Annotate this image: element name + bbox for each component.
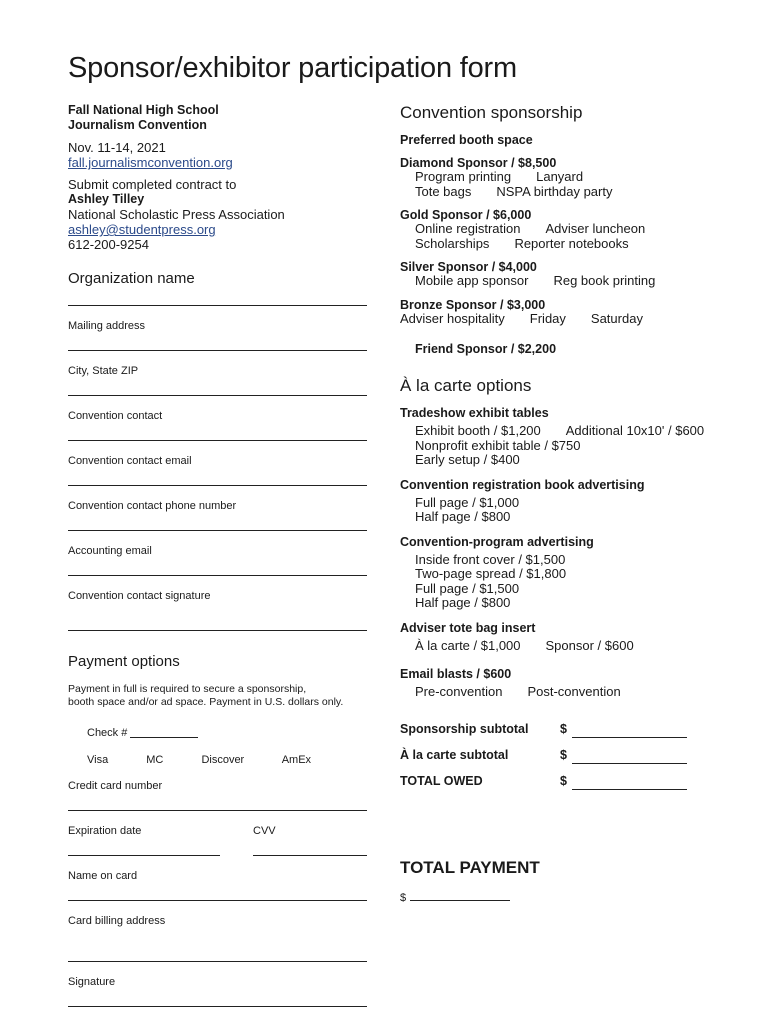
option-item[interactable]: Friday: [529, 310, 566, 326]
expiration-field[interactable]: [68, 855, 220, 856]
org-fields: [68, 305, 368, 631]
totals: [400, 722, 740, 788]
billing-address-field[interactable]: [68, 961, 367, 962]
contact-email-link[interactable]: ashley@studentpress.org: [68, 222, 216, 237]
email-options: [400, 685, 740, 700]
alacarte-subtotal-label: À la carte subtotal: [400, 747, 509, 762]
total-owed-field[interactable]: [572, 776, 687, 790]
option-item[interactable]: Exhibit booth / $1,200: [415, 423, 541, 438]
org-name-field[interactable]: [68, 305, 367, 306]
page-title: Sponsor/exhibitor participation form: [68, 52, 517, 84]
tradeshow-label: Tradeshow exhibit tables: [400, 406, 549, 420]
card-option-visa[interactable]: Visa: [87, 754, 109, 766]
field-label: Convention contact email: [68, 455, 192, 467]
tote-label: Adviser tote bag insert: [400, 620, 536, 635]
regbook-label: Convention registration book advertising: [400, 477, 645, 492]
option-item[interactable]: Online registration: [415, 221, 521, 236]
check-number-field[interactable]: [130, 737, 198, 738]
submit-instruction: Submit completed contract to: [68, 177, 237, 192]
convention-contact-field[interactable]: [68, 440, 367, 441]
dollar-sign: $: [400, 891, 407, 904]
card-option-amex[interactable]: AmEx: [281, 754, 312, 766]
field-label: Name on card: [68, 870, 138, 882]
option-item[interactable]: Mobile app sponsor: [415, 273, 529, 288]
option-item[interactable]: Saturday: [590, 310, 643, 326]
total-payment-heading: TOTAL PAYMENT: [400, 857, 540, 877]
event-name-line2: Journalism Convention: [68, 118, 207, 132]
option-item[interactable]: Additional 10x10' / $600: [565, 423, 705, 438]
gold-sponsor[interactable]: Gold Sponsor / $6,000: [400, 208, 532, 222]
dollar-sign: $: [560, 747, 567, 762]
check-label: Check #: [87, 727, 128, 739]
total-payment-field[interactable]: [410, 900, 510, 901]
total-payment-row: [400, 892, 740, 904]
option-item[interactable]: Early setup / $400: [415, 452, 520, 467]
field-label: Accounting email: [68, 545, 152, 557]
option-item[interactable]: Scholarships: [415, 235, 490, 251]
card-option-mc[interactable]: MC: [146, 754, 164, 766]
contact-signature-field[interactable]: [68, 630, 367, 631]
total-owed-label: TOTAL OWED: [400, 773, 483, 788]
bronze-options: [400, 312, 740, 327]
friend-sponsor[interactable]: Friend Sponsor / $2,200: [415, 342, 557, 356]
city-state-zip-field[interactable]: [68, 395, 367, 396]
right-column: [400, 103, 740, 904]
payment-note-line: Payment in full is required to secure a sponsorship,: [68, 683, 307, 695]
event-website-link[interactable]: fall.journalismconvention.org: [68, 155, 233, 170]
program-label: Convention-program advertising: [400, 534, 594, 549]
contact-name: Ashley Tilley: [68, 192, 145, 206]
option-item[interactable]: À la carte / $1,000: [415, 637, 521, 653]
org-name-heading: Organization name: [68, 270, 195, 287]
card-number-field[interactable]: [68, 810, 367, 811]
cvv-field[interactable]: [253, 855, 367, 856]
payment-note-line: booth space and/or ad space. Payment in U.S. dollars only.: [68, 696, 344, 708]
option-item[interactable]: NSPA birthday party: [496, 183, 613, 199]
option-item[interactable]: Full page / $1,000: [415, 494, 520, 510]
option-item[interactable]: Program printing: [415, 169, 512, 184]
field-label: Convention contact phone number: [68, 500, 237, 512]
name-on-card-field[interactable]: [68, 900, 367, 901]
option-item[interactable]: Nonprofit exhibit table / $750: [415, 437, 581, 453]
dollar-sign: $: [560, 773, 567, 788]
contact-phone-field[interactable]: [68, 530, 367, 531]
diamond-sponsor[interactable]: Diamond Sponsor / $8,500: [400, 156, 557, 170]
event-dates: Nov. 11-14, 2021: [68, 140, 166, 155]
check-option[interactable]: [87, 727, 368, 739]
option-item[interactable]: Pre-convention: [415, 684, 503, 699]
exp-cvv-fields: [68, 837, 367, 856]
gold-options: [400, 222, 740, 251]
total-owed-row: [400, 774, 740, 788]
option-item[interactable]: Reporter notebooks: [514, 235, 629, 251]
sponsorship-subtotal-label: Sponsorship subtotal: [400, 721, 529, 736]
field-label: Convention contact signature: [68, 590, 211, 602]
payment-note: [68, 683, 368, 709]
diamond-options: [400, 170, 740, 199]
left-column: [68, 103, 368, 1007]
silver-options: [400, 274, 740, 289]
option-item[interactable]: Half page / $800: [415, 509, 511, 524]
silver-sponsor[interactable]: Silver Sponsor / $4,000: [400, 260, 537, 274]
payment-fields: [68, 780, 368, 1007]
event-info: [68, 103, 368, 252]
payment-heading: Payment options: [68, 653, 180, 670]
alacarte-subtotal-field[interactable]: [572, 750, 687, 764]
email-blasts-label: Email blasts / $600: [400, 667, 512, 681]
alacarte-heading: À la carte options: [400, 376, 532, 395]
tradeshow-options: [400, 424, 740, 468]
field-label: Card billing address: [68, 915, 166, 927]
expiration-label: Expiration date: [68, 825, 142, 837]
contact-org: National Scholastic Press Association: [68, 207, 285, 222]
exp-cvv-labels: [68, 825, 367, 837]
field-label: Credit card number: [68, 780, 163, 792]
option-item[interactable]: Lanyard: [536, 169, 584, 184]
regbook-options: [400, 496, 740, 525]
option-item[interactable]: Tote bags: [415, 183, 472, 199]
preferred-booth-label: Preferred booth space: [400, 133, 533, 147]
field-label: Mailing address: [68, 320, 146, 332]
sponsorship-heading: Convention sponsorship: [400, 103, 583, 122]
contact-email-field[interactable]: [68, 485, 367, 486]
tote-options: [400, 639, 740, 654]
card-options: [87, 754, 368, 766]
program-options: [400, 553, 740, 611]
option-item[interactable]: Adviser hospitality: [400, 310, 505, 326]
option-item[interactable]: Half page / $800: [415, 595, 511, 610]
event-name-line1: Fall National High School: [68, 103, 219, 117]
dollar-sign: $: [560, 721, 567, 736]
sponsorship-subtotal-field[interactable]: [572, 724, 687, 738]
option-item[interactable]: Sponsor / $600: [545, 637, 634, 653]
option-item[interactable]: Adviser luncheon: [545, 221, 646, 236]
field-label: Signature: [68, 976, 116, 988]
option-item[interactable]: Reg book printing: [553, 273, 656, 288]
field-label: City, State ZIP: [68, 365, 139, 377]
option-item[interactable]: Inside front cover / $1,500: [415, 551, 566, 567]
option-item[interactable]: Post-convention: [527, 684, 621, 699]
option-item[interactable]: Two-page spread / $1,800: [415, 566, 567, 581]
signature-field[interactable]: [68, 1006, 367, 1007]
bronze-sponsor[interactable]: Bronze Sponsor / $3,000: [400, 297, 546, 312]
mailing-address-field[interactable]: [68, 350, 367, 351]
cvv-label: CVV: [253, 825, 276, 837]
alacarte-subtotal-row: [400, 748, 740, 762]
sponsorship-subtotal-row: [400, 722, 740, 736]
accounting-email-field[interactable]: [68, 575, 367, 576]
card-option-discover[interactable]: Discover: [201, 754, 245, 766]
field-label: Convention contact: [68, 410, 163, 422]
contact-phone: 612-200-9254: [68, 237, 149, 252]
option-item[interactable]: Full page / $1,500: [415, 580, 520, 596]
